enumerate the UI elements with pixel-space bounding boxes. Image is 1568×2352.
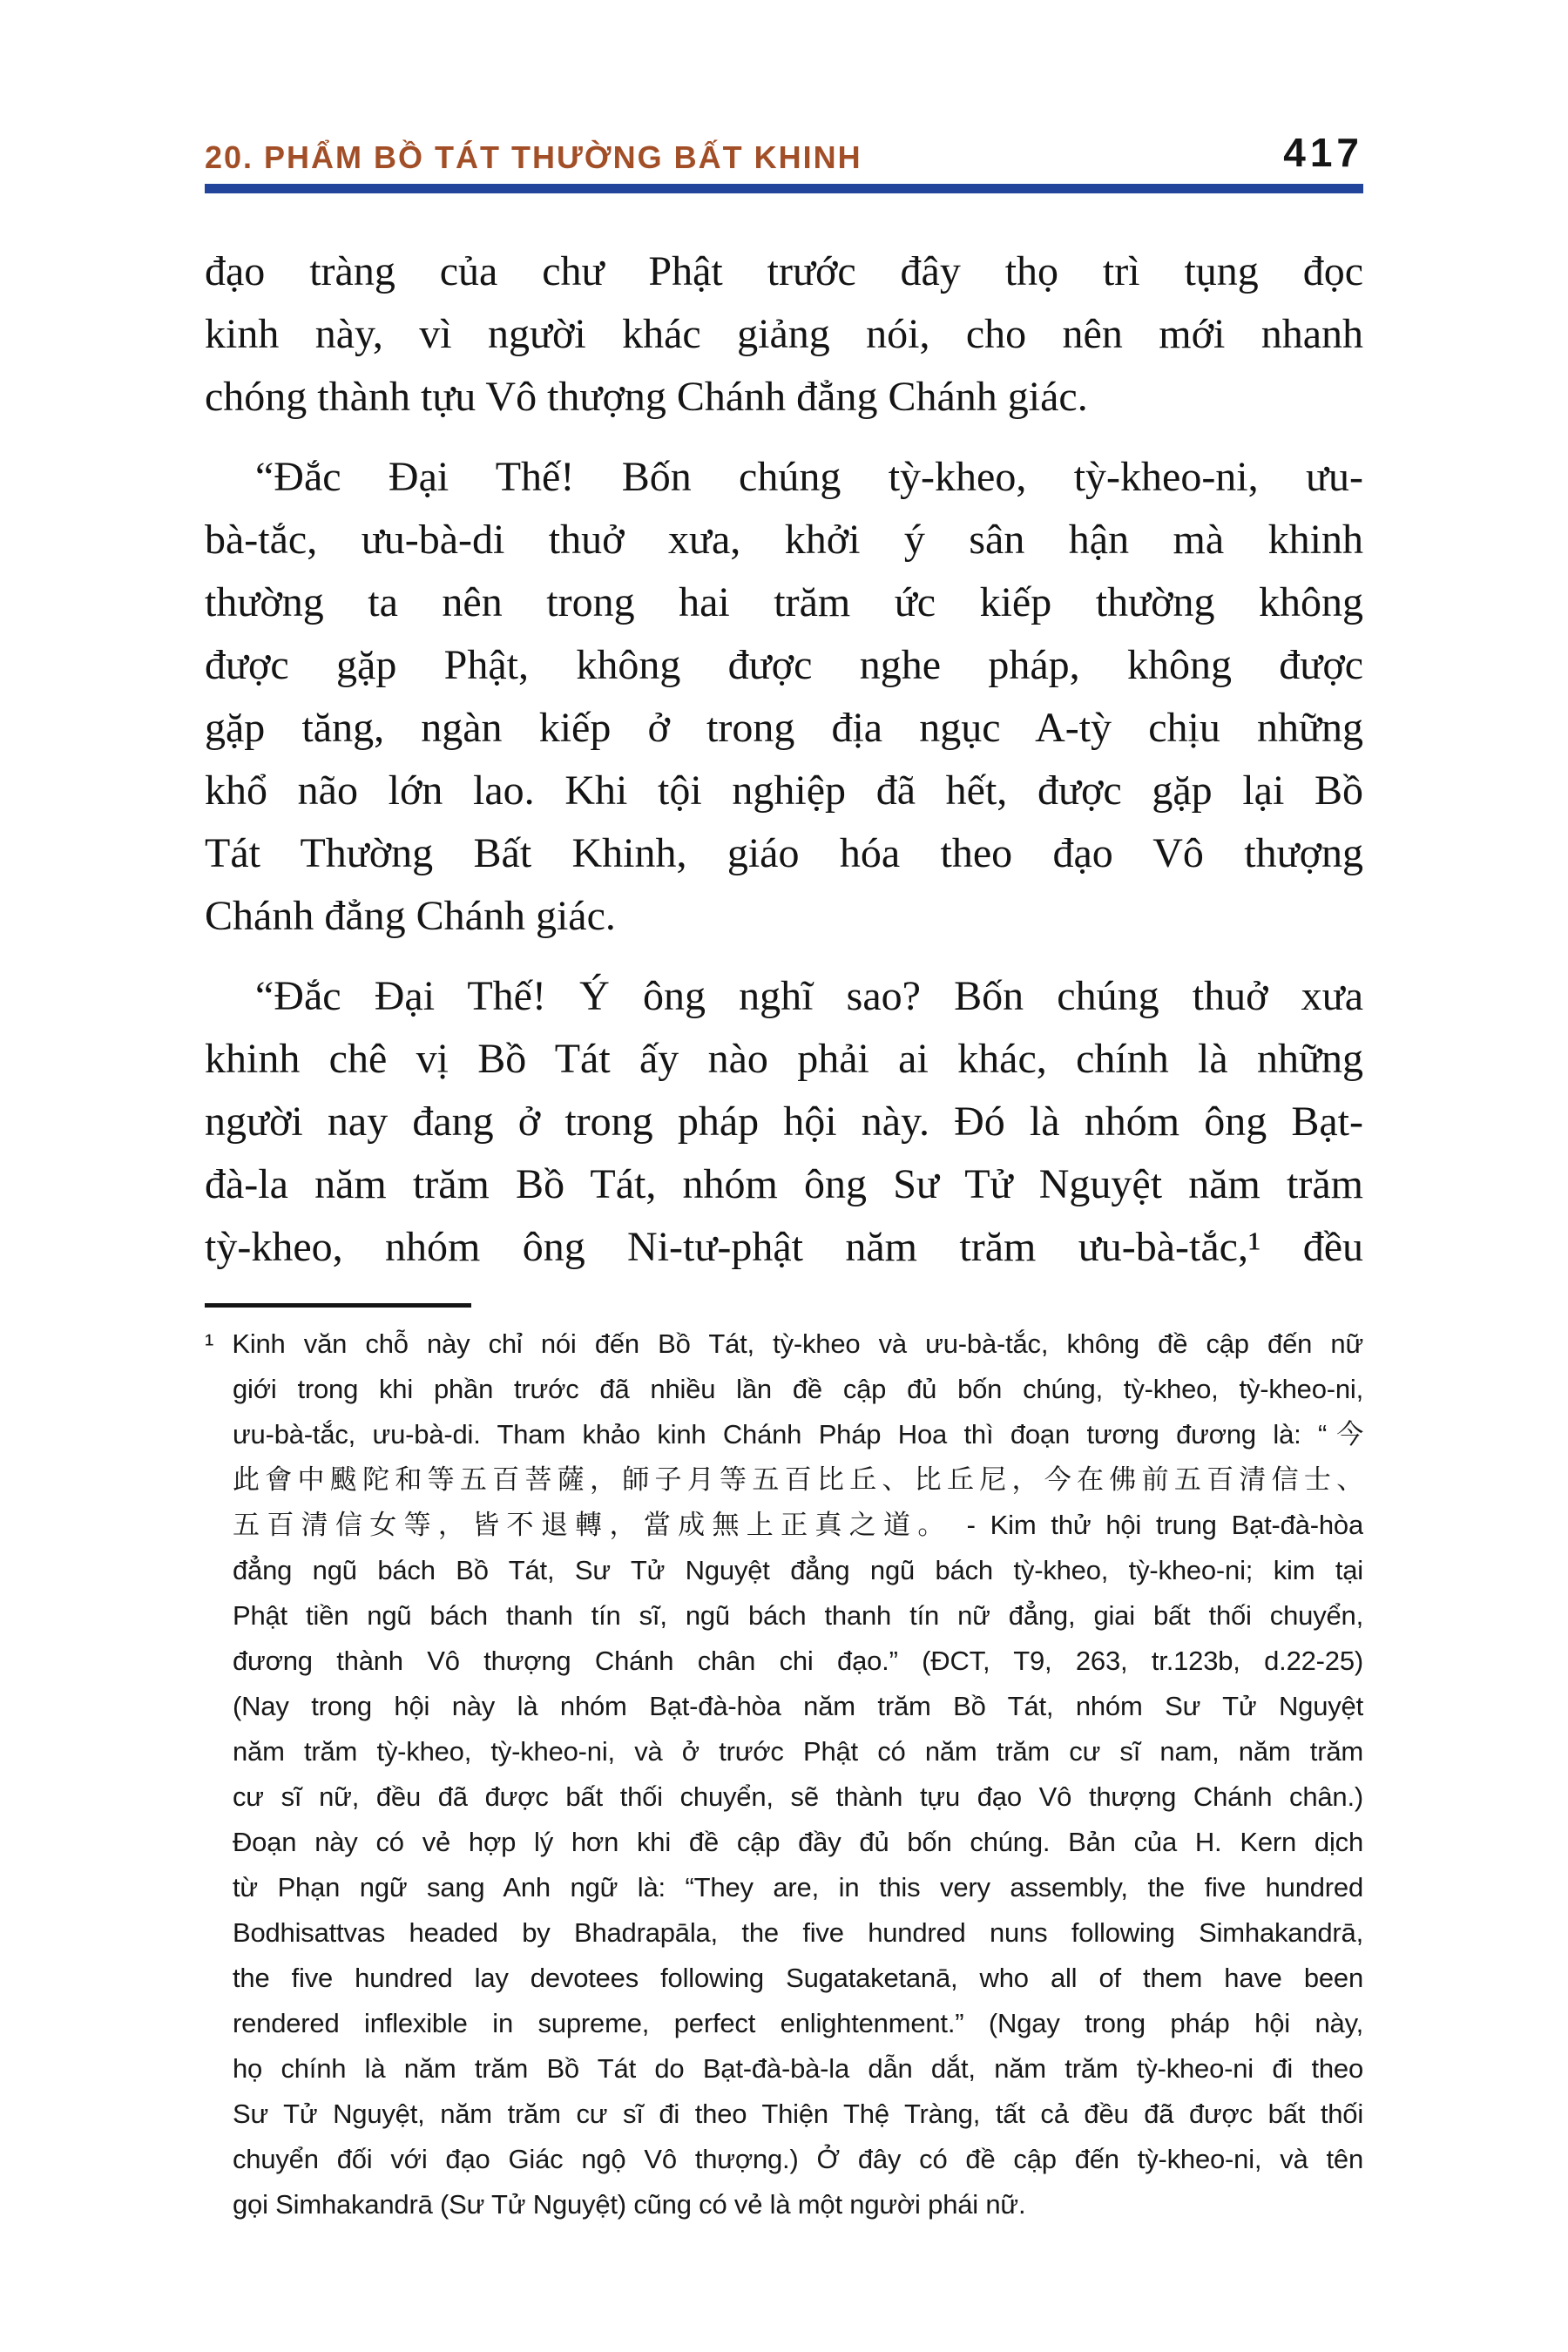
footnote-line: giới trong khi phần trước đã nhiều lần đề cập đủ bốn chúng, tỳ-kheo, tỳ-kheo-ni, (233, 1374, 1363, 1404)
footnote-line: Bodhisattvas headed by Bhadrapāla, the five hundred nuns following Simhakandrā, (233, 1917, 1363, 1948)
footnote-line: ¹ Kinh văn chỗ này chỉ nói đến Bồ Tát, tỳ-kheo và ưu-bà-tắc, không đề cập đến nữ (205, 1328, 1363, 1359)
footnote-divider (205, 1303, 471, 1308)
paragraph (205, 240, 1363, 429)
footnote-line: đương thành Vô thượng Chánh chân chi đạo.” (ĐCT, T9, 263, tr.123b, d.22-25) (233, 1646, 1363, 1676)
footnote-line: Sư Tử Nguyệt, năm trăm cư sĩ đi theo Thiện Thệ Tràng, tất cả đều đã được bất thối (233, 2099, 1363, 2129)
paragraph (205, 446, 1363, 948)
body-line: thường ta nên trong hai trăm ức kiếp thường không (205, 579, 1363, 625)
footnote-line: từ Phạn ngữ sang Anh ngữ là: “They are, in this very assembly, the five hundred (233, 1872, 1363, 1903)
page-header (205, 129, 1363, 176)
body-line: Chánh đẳng Chánh giác. (205, 893, 616, 939)
body-line: người nay đang ở trong pháp hội này. Đó là nhóm ông Bạt- (205, 1098, 1363, 1145)
body-line: gặp tăng, ngàn kiếp ở trong địa ngục A-tỳ chịu những (205, 705, 1363, 751)
page-number: 417 (1283, 130, 1363, 175)
footnote (205, 1321, 1363, 2227)
body-line: “Đắc Đại Thế! Bốn chúng tỳ-kheo, tỳ-kheo-ni, ưu- (255, 454, 1363, 500)
footnote-line: ưu-bà-tắc, ưu-bà-di. Tham khảo kinh Chánh Pháp Hoa thì đoạn tương đương là: “今 (233, 1419, 1363, 1450)
footnote-line: chuyển đối với đạo Giác ngộ Vô thượng.) Ở đây có đề cập đến tỳ-kheo-ni, và tên (233, 2144, 1363, 2174)
body-line: đạo tràng của chư Phật trước đây thọ trì tụng đọc (205, 248, 1363, 294)
footnote-line: rendered inflexible in supreme, perfect enlightenment.” (Ngay trong pháp hội này, (233, 2008, 1363, 2038)
body-text (205, 240, 1363, 1279)
body-line: đà-la năm trăm Bồ Tát, nhóm ông Sư Tử Nguyệt năm trăm (205, 1161, 1363, 1207)
body-line: khổ não lớn lao. Khi tội nghiệp đã hết, được gặp lại Bồ (205, 767, 1363, 814)
body-line: Tát Thường Bất Khinh, giáo hóa theo đạo Vô thượng (205, 830, 1363, 876)
footnote-line: 五百清信女等，皆不退轉，當成無上正真之道。 - Kim thử hội trung Bạt-đà-hòa (233, 1510, 1363, 1540)
header-rule-divider (205, 184, 1363, 193)
body-line: “Đắc Đại Thế! Ý ông nghĩ sao? Bốn chúng thuở xưa (255, 973, 1363, 1019)
body-line: bà-tắc, ưu-bà-di thuở xưa, khởi ý sân hận mà khinh (205, 517, 1363, 563)
footnote-line: gọi Simhakandrā (Sư Tử Nguyệt) cũng có vẻ là một người phái nữ. (233, 2189, 1026, 2220)
footnote-line: họ chính là năm trăm Bồ Tát do Bạt-đà-bà-la dẫn dắt, năm trăm tỳ-kheo-ni đi theo (233, 2053, 1363, 2084)
body-line: chóng thành tựu Vô thượng Chánh đẳng Chánh giác. (205, 374, 1088, 420)
footnote-line: the five hundred lay devotees following Sugataketanā, who all of them have been (233, 1963, 1363, 1993)
body-line: tỳ-kheo, nhóm ông Ni-tư-phật năm trăm ưu-bà-tắc,¹ đều (205, 1224, 1363, 1270)
body-line: được gặp Phật, không được nghe pháp, không được (205, 642, 1363, 688)
body-line: khinh chê vị Bồ Tát ấy nào phải ai khác, chính là những (205, 1036, 1363, 1082)
footnote-line: 此會中颰陀和等五百菩薩，師子月等五百比丘、比丘尼，今在佛前五百清信士、 (233, 1464, 1363, 1495)
footnote-line: đẳng ngũ bách Bồ Tát, Sư Tử Nguyệt đẳng ngũ bách tỳ-kheo, tỳ-kheo-ni; kim tại (233, 1555, 1363, 1585)
footnote-line: cư sĩ nữ, đều đã được bất thối chuyển, sẽ thành tựu đạo Vô thượng Chánh chân.) (233, 1781, 1363, 1812)
footnote-line: Đoạn này có vẻ hợp lý hơn khi đề cập đầy đủ bốn chúng. Bản của H. Kern dịch (233, 1827, 1363, 1857)
footnote-line: năm trăm tỳ-kheo, tỳ-kheo-ni, và ở trước Phật có năm trăm cư sĩ nam, năm trăm (233, 1736, 1363, 1767)
chapter-title: 20. PHẨM BỒ TÁT THƯỜNG BẤT KHINH (205, 139, 862, 175)
footnote-line: (Nay trong hội này là nhóm Bạt-đà-hòa năm trăm Bồ Tát, nhóm Sư Tử Nguyệt (233, 1691, 1363, 1721)
footnote-line: Phật tiền ngũ bách thanh tín sĩ, ngũ bách thanh tín nữ đẳng, giai bất thối chuyển, (233, 1600, 1363, 1631)
paragraph (205, 965, 1363, 1279)
body-line: kinh này, vì người khác giảng nói, cho nên mới nhanh (205, 311, 1363, 357)
